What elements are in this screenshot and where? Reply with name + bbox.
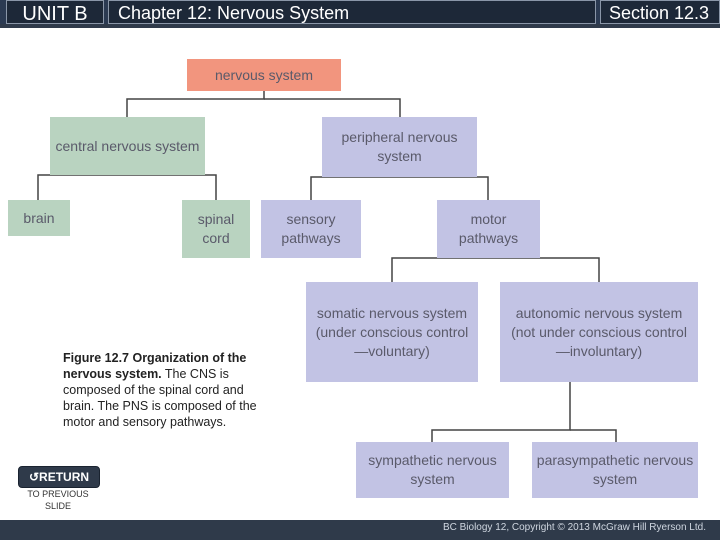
footer-bar	[0, 520, 720, 540]
caption-label: Figure 12.7 Organization of the nervous system.	[63, 351, 247, 381]
sensory-pathways-box: sensory pathways	[261, 200, 361, 258]
somatic-nervous-system-box: somatic nervous system (under conscious control —voluntary)	[306, 282, 478, 382]
brain-box: brain	[8, 200, 70, 236]
peripheral-nervous-system-box: peripheral nervous system	[322, 117, 477, 177]
section-label: Section 12.3	[600, 0, 720, 24]
chapter-title: Chapter 12: Nervous System	[108, 0, 596, 24]
sympathetic-nervous-system-box: sympathetic nervous system	[356, 442, 509, 498]
caption-text: The CNS is composed of the spinal cord and brain. The PNS is composed of the motor and sensory pathways.	[63, 367, 257, 429]
figure-caption	[63, 350, 277, 430]
central-nervous-system-box: central nervous system	[50, 117, 205, 175]
copyright-text: BC Biology 12, Copyright © 2013 McGraw Hill Ryerson Ltd.	[442, 522, 706, 533]
return-button[interactable]: ↺RETURN	[18, 466, 100, 488]
spinal-cord-box: spinal cord	[182, 200, 250, 258]
unit-label: UNIT B	[6, 0, 104, 24]
autonomic-nervous-system-box: autonomic nervous system (not under conscious control —involuntary)	[500, 282, 698, 382]
nervous-system-box: nervous system	[187, 59, 341, 91]
motor-pathways-box: motor pathways	[437, 200, 540, 258]
return-subtitle[interactable]: TO PREVIOUS SLIDE	[27, 489, 89, 511]
parasympathetic-nervous-system-box: parasympathetic nervous system	[532, 442, 698, 498]
